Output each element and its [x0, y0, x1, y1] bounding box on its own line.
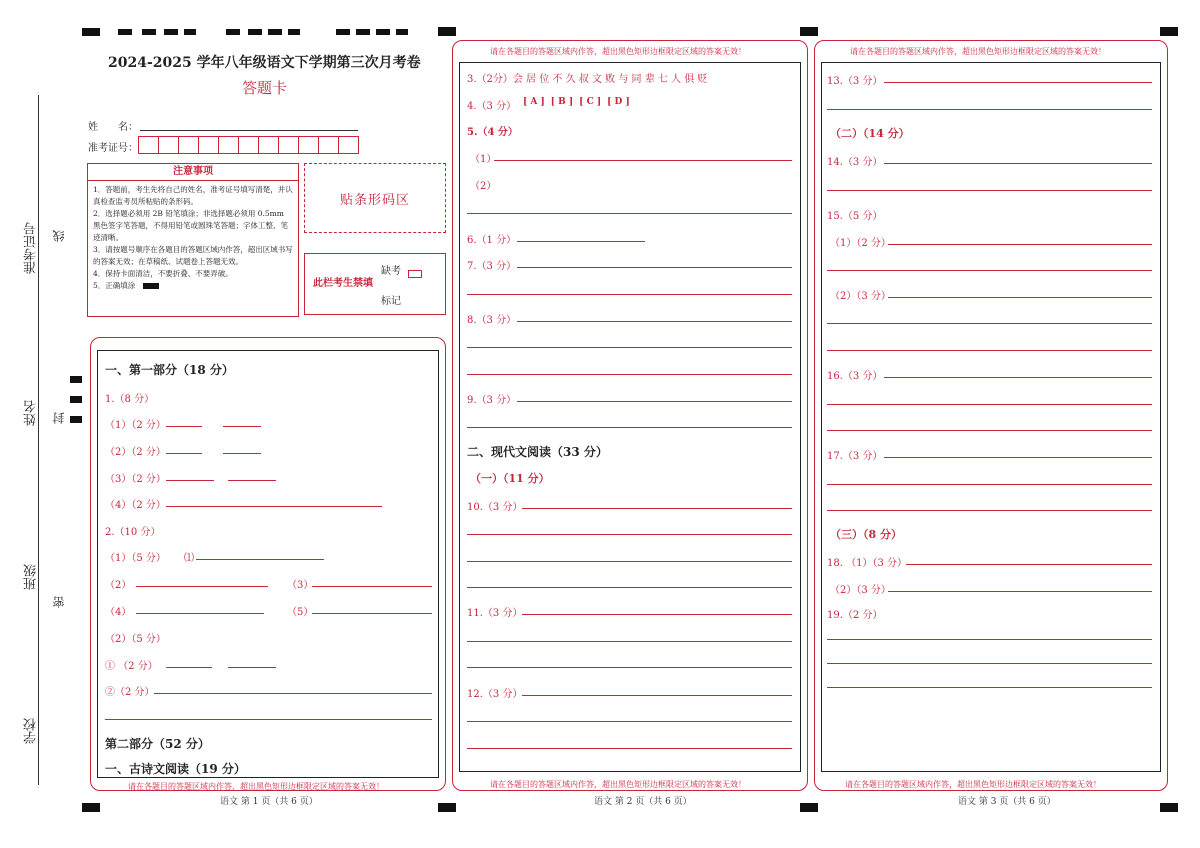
- col3-inner-box: [821, 62, 1161, 772]
- q10-blank-1[interactable]: [522, 508, 792, 509]
- q8-label: 8.（3 分）: [467, 315, 517, 326]
- q12-blank-2[interactable]: [467, 721, 792, 722]
- q2-1a-label: ⑴: [184, 553, 194, 564]
- modern-sub2-heading: （二）（14 分）: [830, 127, 910, 140]
- q15-1-blank-1[interactable]: [888, 244, 1152, 245]
- q14-blank-1[interactable]: [884, 163, 1152, 164]
- side-id-label: 准考证号: [24, 222, 39, 274]
- absent-mark-label: 缺考: [381, 266, 401, 277]
- q4-option-a[interactable]: [ A ]: [523, 97, 545, 107]
- warning-text: 请在各题目的答题区域内作答，超出黑色矩形边框限定区域的答案无效！: [490, 47, 746, 56]
- q1-4-label: （4）（2 分）: [105, 500, 166, 511]
- q2-1-label: （1）（5 分）: [105, 553, 166, 564]
- side-school-label: 学校: [24, 718, 39, 744]
- q1-2-label: （2）（2 分）: [105, 447, 166, 458]
- warning-text: 请在各题目的答题区域内作答，超出黑色矩形边框限定区域的答案无效！: [490, 780, 746, 789]
- q2-b-label: （2）（5 分）: [105, 634, 166, 645]
- q10-blank-3[interactable]: [467, 561, 792, 562]
- q13-label: 13.（3 分）: [827, 76, 883, 87]
- q2-c1-blank-b[interactable]: [228, 667, 276, 668]
- q14-label: 14.（3 分）: [827, 157, 883, 168]
- warning-text: 请在各题目的答题区域内作答，超出黑色矩形边框限定区域的答案无效！: [845, 780, 1101, 789]
- q1-1-blank-b[interactable]: [223, 426, 261, 427]
- filled-example-icon: [143, 283, 159, 289]
- q1-3-blank-b[interactable]: [228, 480, 276, 481]
- q7-blank-1[interactable]: [517, 267, 792, 268]
- q16-blank-3[interactable]: [827, 430, 1152, 431]
- q10-label: 10.（3 分）: [467, 502, 523, 513]
- q9-blank-2[interactable]: [467, 427, 792, 428]
- q14-blank-2[interactable]: [827, 190, 1152, 191]
- classical-heading: 一、古诗文阅读（19 分）: [105, 762, 246, 776]
- q4-options: [523, 97, 630, 107]
- q4-option-d[interactable]: [ D ]: [607, 97, 630, 107]
- q2-5-blank[interactable]: [312, 613, 432, 614]
- q16-blank-2[interactable]: [827, 404, 1152, 405]
- q8-blank-3[interactable]: [467, 374, 792, 375]
- q2-2-label: （2）: [105, 580, 132, 591]
- q15-1-label: （1）（2 分）: [830, 238, 891, 249]
- q8-blank-2[interactable]: [467, 347, 792, 348]
- q11-blank-1[interactable]: [522, 614, 792, 615]
- note-item: 5．正确填涂: [93, 281, 136, 290]
- q15-label: 15.（5 分）: [827, 211, 883, 222]
- q1-label: 1.（8 分）: [105, 394, 155, 405]
- q16-blank-1[interactable]: [884, 377, 1152, 378]
- q10-blank-2[interactable]: [467, 534, 792, 535]
- q12-blank-1[interactable]: [522, 695, 792, 696]
- q17-blank-3[interactable]: [827, 510, 1152, 511]
- side-name-label: 姓名: [24, 400, 39, 426]
- q10-blank-4[interactable]: [467, 587, 792, 588]
- q1-1-label: （1）（2 分）: [105, 420, 166, 431]
- q2-c1-label: ① （2 分）: [105, 661, 158, 672]
- modern-sub3-heading: （三）（8 分）: [830, 528, 902, 541]
- q18-1-label: 18. （1）（3 分）: [827, 558, 907, 569]
- note-item: 2．选择题必须用 2B 铅笔填涂；非选择题必须用 0.5mm 黑色签字笔答题，不得用铅笔或圆珠笔答题；字体工整、笔迹清晰。: [93, 209, 288, 242]
- q4-option-c[interactable]: [ C ]: [579, 97, 602, 107]
- notes-title: 注意事项: [88, 164, 298, 181]
- footer-page3: 语文 第 3 页（共 6 页）: [958, 797, 1056, 807]
- q13-blank-2[interactable]: [827, 109, 1152, 110]
- q7-label: 7.（3 分）: [467, 261, 517, 272]
- q9-label: 9.（3 分）: [467, 395, 517, 406]
- notes-box: [87, 163, 299, 317]
- footer-page1: 语文 第 1 页（共 6 页）: [220, 797, 318, 807]
- q1-3-blank-a[interactable]: [166, 480, 214, 481]
- barcode-label: 贴条形码区: [339, 192, 410, 208]
- q2-label: 2.（10 分）: [105, 527, 161, 538]
- q17-blank-1[interactable]: [884, 457, 1152, 458]
- q9-blank-1[interactable]: [517, 401, 792, 402]
- q4-option-b[interactable]: [ B ]: [550, 97, 574, 107]
- q5-2-label: （2）: [470, 181, 497, 192]
- col2-inner-box: [459, 62, 801, 772]
- q12-label: 12.（3 分）: [467, 689, 523, 700]
- q19-blank-2[interactable]: [827, 663, 1152, 664]
- col1-inner-box: [97, 350, 439, 778]
- seal-feng: 封: [52, 412, 66, 424]
- q15-2-blank-2[interactable]: [827, 323, 1152, 324]
- barcode-area: [304, 163, 446, 233]
- q5-1-label: （1）: [470, 154, 497, 165]
- q2-5-label: （5）: [287, 607, 314, 618]
- q1-2-blank-a[interactable]: [166, 453, 202, 454]
- warning-text: 请在各题目的答题区域内作答，超出黑色矩形边框限定区域的答案无效！: [128, 782, 384, 791]
- forbidden-label: 此栏考生禁填: [313, 278, 373, 289]
- q2-c1-blank-a[interactable]: [166, 667, 212, 668]
- part1-heading: 一、第一部分（18 分）: [105, 363, 234, 377]
- q2-3-label: （3）: [287, 580, 314, 591]
- q2-3-blank[interactable]: [312, 586, 432, 587]
- q12-blank-3[interactable]: [467, 748, 792, 749]
- q1-3-label: （3）（2 分）: [105, 474, 166, 485]
- q1-1-blank-a[interactable]: [166, 426, 202, 427]
- q3-label: 3.（2分）会 居 位 不 久 叔 文 败 与 同 辈 七 人 俱 贬: [467, 74, 708, 85]
- q1-4-blank[interactable]: [166, 506, 382, 507]
- id-number-boxes[interactable]: [138, 136, 359, 154]
- seal-xian: 线: [52, 230, 66, 242]
- q17-label: 17.（3 分）: [827, 451, 883, 462]
- q19-label: 19.（2 分）: [827, 610, 883, 621]
- q1-2-blank-b[interactable]: [223, 453, 261, 454]
- q16-label: 16.（3 分）: [827, 371, 883, 382]
- q18-2-label: （2）（3 分）: [830, 585, 891, 596]
- note-item: 3．请按题号顺序在各题目的答题区域内作答，超出区域书写的答案无效；在草稿纸、试题卷上答题无效。: [93, 245, 293, 266]
- q7-blank-2[interactable]: [467, 294, 792, 295]
- q15-2-label: （2）（3 分）: [830, 291, 891, 302]
- q2-4-label: （4）: [105, 607, 132, 618]
- q2-4-blank[interactable]: [136, 613, 264, 614]
- q6-label: 6.（1 分）: [467, 235, 517, 246]
- q2-1a-blank[interactable]: [196, 559, 324, 560]
- q5-1-blank[interactable]: [494, 160, 792, 161]
- seal-mi: 密: [52, 596, 66, 608]
- q11-label: 11.（3 分）: [467, 608, 523, 619]
- warning-text: 请在各题目的答题区域内作答，超出黑色矩形边框限定区域的答案无效！: [850, 47, 1106, 56]
- q11-blank-3[interactable]: [467, 667, 792, 668]
- q17-blank-2[interactable]: [827, 484, 1152, 485]
- side-class-label: 班级: [24, 564, 39, 590]
- q2-c2-label: ②（2 分）: [105, 687, 155, 698]
- q18-1-blank[interactable]: [906, 564, 1152, 565]
- name-underline[interactable]: [140, 130, 358, 131]
- q6-blank[interactable]: [517, 241, 645, 242]
- q5-2-blank[interactable]: [467, 213, 792, 214]
- q19-blank-1[interactable]: [827, 639, 1152, 640]
- note-item: 4．保持卡面清洁，不要折叠、不要弄破。: [93, 269, 233, 278]
- q18-2-blank[interactable]: [888, 591, 1152, 592]
- id-label: 准考证号：: [88, 143, 138, 154]
- q2-c2-blank[interactable]: [154, 693, 432, 694]
- footer-page2: 语文 第 2 页（共 6 页）: [594, 797, 692, 807]
- modern-reading-heading: 二、现代文阅读（33 分）: [467, 445, 608, 459]
- absent-checkbox[interactable]: [408, 270, 422, 278]
- q15-1-blank-2[interactable]: [827, 270, 1152, 271]
- q2-2-blank[interactable]: [136, 586, 268, 587]
- modern-sub1-heading: （一）（11 分）: [470, 472, 550, 485]
- q15-2-blank-3[interactable]: [827, 350, 1152, 351]
- q8-blank-1[interactable]: [517, 321, 792, 322]
- part2-heading: 第二部分（52 分）: [105, 737, 210, 751]
- q11-blank-2[interactable]: [467, 641, 792, 642]
- answer-card-subtitle: 答题卡: [242, 79, 288, 97]
- absent-mark-label-2: 标记: [381, 296, 401, 307]
- q19-blank-3[interactable]: [827, 687, 1152, 688]
- q5-label: 5.（4 分）: [467, 127, 518, 138]
- name-label: 姓 名：: [88, 122, 138, 133]
- q2-c2-blank-2[interactable]: [105, 719, 432, 720]
- q4-label: 4.（3 分）: [467, 101, 517, 112]
- q15-2-blank-1[interactable]: [888, 297, 1152, 298]
- note-item: 1．答题前，考生先将自己的姓名，准考证号填写清楚，并认真检查监考员所粘贴的条形码。: [93, 185, 293, 206]
- q13-blank-1[interactable]: [884, 82, 1152, 83]
- exam-title: 2024-2025 学年八年级语文下学期第三次月考卷: [108, 55, 421, 71]
- absent-box: [304, 253, 446, 315]
